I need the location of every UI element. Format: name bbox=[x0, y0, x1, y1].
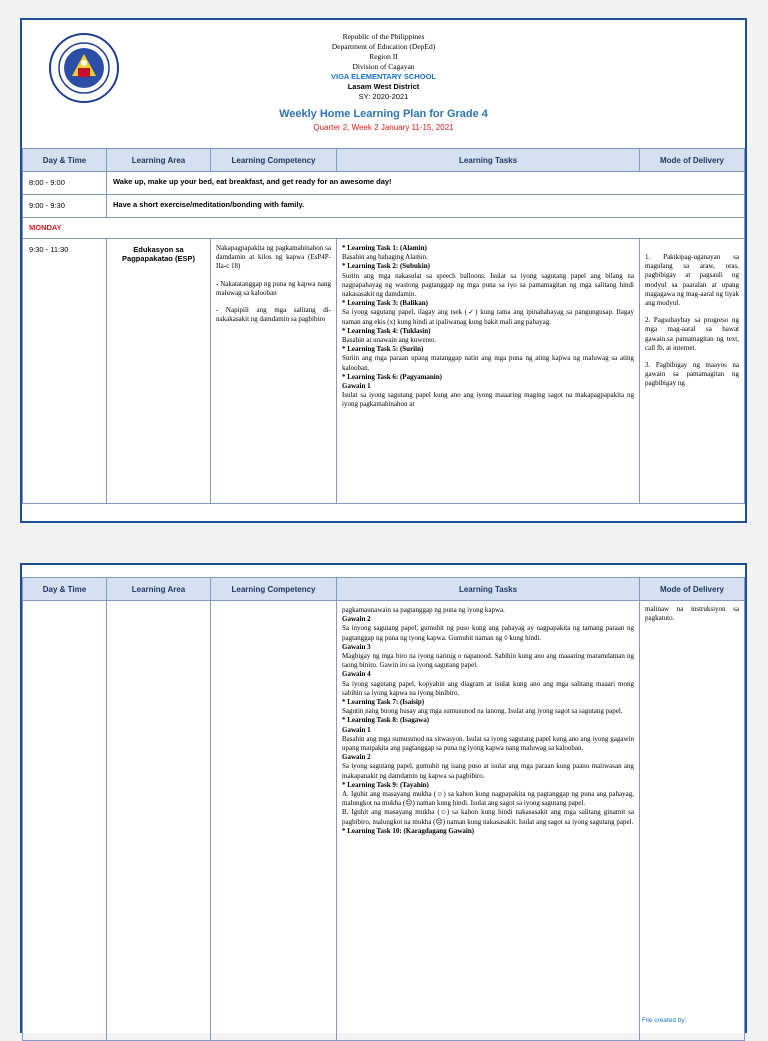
col-header-learning-area: Learning Area bbox=[107, 149, 211, 172]
col-header-learning-competency: Learning Competency bbox=[211, 578, 337, 601]
col-header-mode-of-delivery: Mode of Delivery bbox=[640, 149, 745, 172]
page-2 bbox=[20, 563, 747, 1033]
learning-tasks bbox=[337, 239, 640, 504]
task-text: Sa inyong sagutang papel, gumuhit ng puso kung ang pahayag ay nagpapakita ng tamang paraan ng pagtanggap ng puna ng iyong kapwa. Gumuhit naman ng ◊ kung hindi. bbox=[342, 624, 634, 642]
department-line: Department of Education (DepEd) bbox=[331, 42, 436, 51]
mode-of-delivery bbox=[640, 601, 745, 1041]
task-heading: * Learning Task 9: (Tayahin) bbox=[342, 780, 429, 789]
republic-line: Republic of the Philippines bbox=[342, 32, 425, 41]
document-header bbox=[22, 20, 745, 148]
deped-seal-logo bbox=[48, 32, 120, 104]
table-header-row bbox=[23, 578, 745, 601]
competency-main: Nakapagpapakita ng pagkamahinahon sa damdamin at kilos ng kapwa (EsP4P-IIa-c 18) bbox=[216, 244, 331, 271]
task-text: pagkamaunawain sa pagtanggap ng puna ng iyong kapwa. bbox=[342, 606, 505, 614]
mode-item: 3. Pagbibigay ng maayos na gawain sa pamamagitan ng pagbibigay ng bbox=[645, 361, 739, 388]
col-header-learning-area: Learning Area bbox=[107, 578, 211, 601]
row-time: 9:30 - 11:30 bbox=[23, 239, 107, 504]
task-heading: * Learning Task 5: (Suriin) bbox=[342, 345, 424, 354]
mode-item: malinaw na instruksiyon sa pagkatuto. bbox=[645, 605, 739, 623]
task-text: Suriin ang mga nakasulat sa speech balloons. Isulat sa iyong sagutang papel ang bilang na nagpapahayag ng wastong pagtanggap ng mga puna sa iyo sa pamamagitan ng mga salitang hindi nakasasakit ng damdamin. bbox=[342, 271, 634, 299]
col-header-learning-tasks: Learning Tasks bbox=[337, 149, 640, 172]
task-text: B. Iguhit ang masayang mukha (☺) sa kahon kung hindi nakasasakit ang mga salitang ginamit sa pagbibiro, malungkot na mukha (☹) naman kung nakasasakit. Isulat ang sagot sa iyong sagutang papel. bbox=[342, 808, 634, 826]
task-heading: Gawain 2 bbox=[342, 615, 371, 624]
task-heading: Gawain 3 bbox=[342, 642, 371, 651]
task-heading: * Learning Task 10: (Karagdagang Gawain) bbox=[342, 826, 475, 835]
day-row bbox=[23, 218, 745, 239]
region-line: Region II bbox=[369, 52, 398, 61]
document-title: Weekly Home Learning Plan for Grade 4 bbox=[279, 108, 488, 120]
task-heading: Gawain 1 bbox=[342, 725, 371, 734]
school-name: VIGA ELEMENTARY SCHOOL bbox=[330, 72, 436, 81]
col-header-day-time: Day & Time bbox=[23, 578, 107, 601]
table-row bbox=[23, 239, 745, 504]
task-heading: * Learning Task 1: (Alamin) bbox=[342, 244, 427, 252]
task-text: Sagutin nang buong husay ang mga sumusunod na tanong. Isulat ang iyong sagot sa sagutang papel. bbox=[342, 707, 623, 716]
competency-sub-1: - Nakatatanggap ng puna ng kapwa nang maluwag sa kalooban bbox=[216, 279, 331, 297]
col-header-learning-competency: Learning Competency bbox=[211, 149, 337, 172]
task-text: Basahin at unawain ang kuwento. bbox=[342, 336, 437, 345]
task-heading: Gawain 2 bbox=[342, 753, 371, 762]
task-text: A. Iguhit ang masayang mukha (☺) sa kahon kung nagpapakita ng pagtanggap ng puna ang pahayag, malungkot na mukha (☹) naman kung hindi. Isulat ang sagot sa iyong sagutang papel. bbox=[342, 790, 634, 808]
table-row bbox=[23, 601, 745, 1041]
mode-item: 1. Pakikipag-uganayan sa magulang sa araw, oras, pagbibigay at pagsauli ng modyul sa paaralan at upang magagawa ng mag-aaral ng tiyak ang modyul. bbox=[645, 253, 739, 308]
task-heading: * Learning Task 3: (Balikan) bbox=[342, 299, 428, 308]
task-heading: * Learning Task 2: (Subukin) bbox=[342, 262, 430, 271]
mode-of-delivery bbox=[640, 239, 745, 504]
learning-competency bbox=[211, 239, 337, 504]
table-header-row bbox=[23, 149, 745, 172]
learning-plan-table-continued bbox=[22, 577, 745, 1041]
table-row bbox=[23, 195, 745, 218]
task-text: Basahin ang mga sumusunod na sitwasyon. Isulat sa iyong sagutang papel kung ano ang iyong gagawin upang maipakita ang pagtanggap sa puna ng iyong kapwa nang maluwag sa kalooban. bbox=[342, 734, 634, 753]
school-year: SY: 2020-2021 bbox=[358, 92, 409, 101]
task-heading: * Learning Task 4: (Tuklasin) bbox=[342, 326, 431, 335]
day-label: MONDAY bbox=[23, 218, 745, 239]
competency-sub-2: - Napipili ang mga salitang di-nakakasakit ng damdamin sa pagbibiro bbox=[216, 306, 331, 324]
row-activity: Wake up, make up your bed, eat breakfast, and get ready for an awesome day! bbox=[107, 172, 745, 195]
learning-competency-empty bbox=[211, 601, 337, 1041]
task-text: Magbigay ng mga biro na iyong narinig o napanood. Sabihin kung ano ang maaaring maramdaman ng taong biniro. Gawin ito sa iyong sagutang papel. bbox=[342, 652, 634, 670]
task-text: Sa iyong sagutang papel, kopyahin ang diagram at isulat kung ano ang mga salitang maaari mong sabihin sa iyong kapwa na iyong binibiro. bbox=[342, 679, 634, 697]
learning-area: Edukasyon sa Pagpapakatao (ESP) bbox=[107, 239, 211, 504]
col-header-day-time: Day & Time bbox=[23, 149, 107, 172]
row-time-empty bbox=[23, 601, 107, 1041]
task-heading: * Learning Task 6: (Pagyamanin) bbox=[342, 372, 442, 381]
col-header-mode-of-delivery: Mode of Delivery bbox=[640, 578, 745, 601]
row-time: 8:00 - 9:00 bbox=[23, 172, 107, 195]
row-activity: Have a short exercise/meditation/bonding with family. bbox=[107, 195, 745, 218]
task-heading: Gawain 1 bbox=[342, 382, 371, 391]
learning-tasks bbox=[337, 601, 640, 1041]
task-heading: Gawain 4 bbox=[342, 670, 371, 679]
mode-item: 2. Pagsubaybay sa progreso ng mga mag-aaral sa bawat gawain.sa pamamagitan ng text, call fb, at internet. bbox=[645, 316, 739, 352]
task-text: Sa iyong sagutang papel, ilagay ang tsek (✓) kung tama ang ipinahahayag sa pangungusap. Ilagay naman ang ekis (x) kung hindi at ipaliwanag kung bakit mali ang pahayag. bbox=[342, 308, 634, 326]
division-line: Division of Cagayan bbox=[352, 62, 415, 71]
table-row bbox=[23, 172, 745, 195]
learning-plan-table bbox=[22, 148, 745, 504]
task-heading: * Learning Task 7: (Isaisip) bbox=[342, 698, 425, 707]
page-1 bbox=[20, 18, 747, 523]
task-text: Suriin ang mga paraan upang matanggap natin ang mga puna ng ating kapwa ng maluwag sa ating kalooban. bbox=[342, 354, 634, 372]
task-text: Isulat sa iyong sagutang papel kung ano ang iyong maaaring maging sagot na makapagpapakita ng iyong pagkamahinahon at bbox=[342, 391, 634, 409]
row-time: 9:00 - 9:30 bbox=[23, 195, 107, 218]
district-line: Lasam West District bbox=[347, 82, 420, 91]
task-heading: * Learning Task 8: (Isagawa) bbox=[342, 716, 430, 725]
task-text: Sa iyong sagutang papel, gumuhit ng isang puso at isulat ang mga paraan kung paano maiiwasan ang makapanakit ng damdamin ng kapwa sa pagbibiro. bbox=[342, 762, 634, 780]
quarter-line: Quarter 2, Week 2 January 11-15, 2021 bbox=[313, 123, 454, 132]
task-text: Basahin ang bahaging Alamin. bbox=[342, 253, 428, 262]
file-credit: File created by: bbox=[642, 1017, 687, 1024]
learning-area-empty bbox=[107, 601, 211, 1041]
col-header-learning-tasks: Learning Tasks bbox=[337, 578, 640, 601]
